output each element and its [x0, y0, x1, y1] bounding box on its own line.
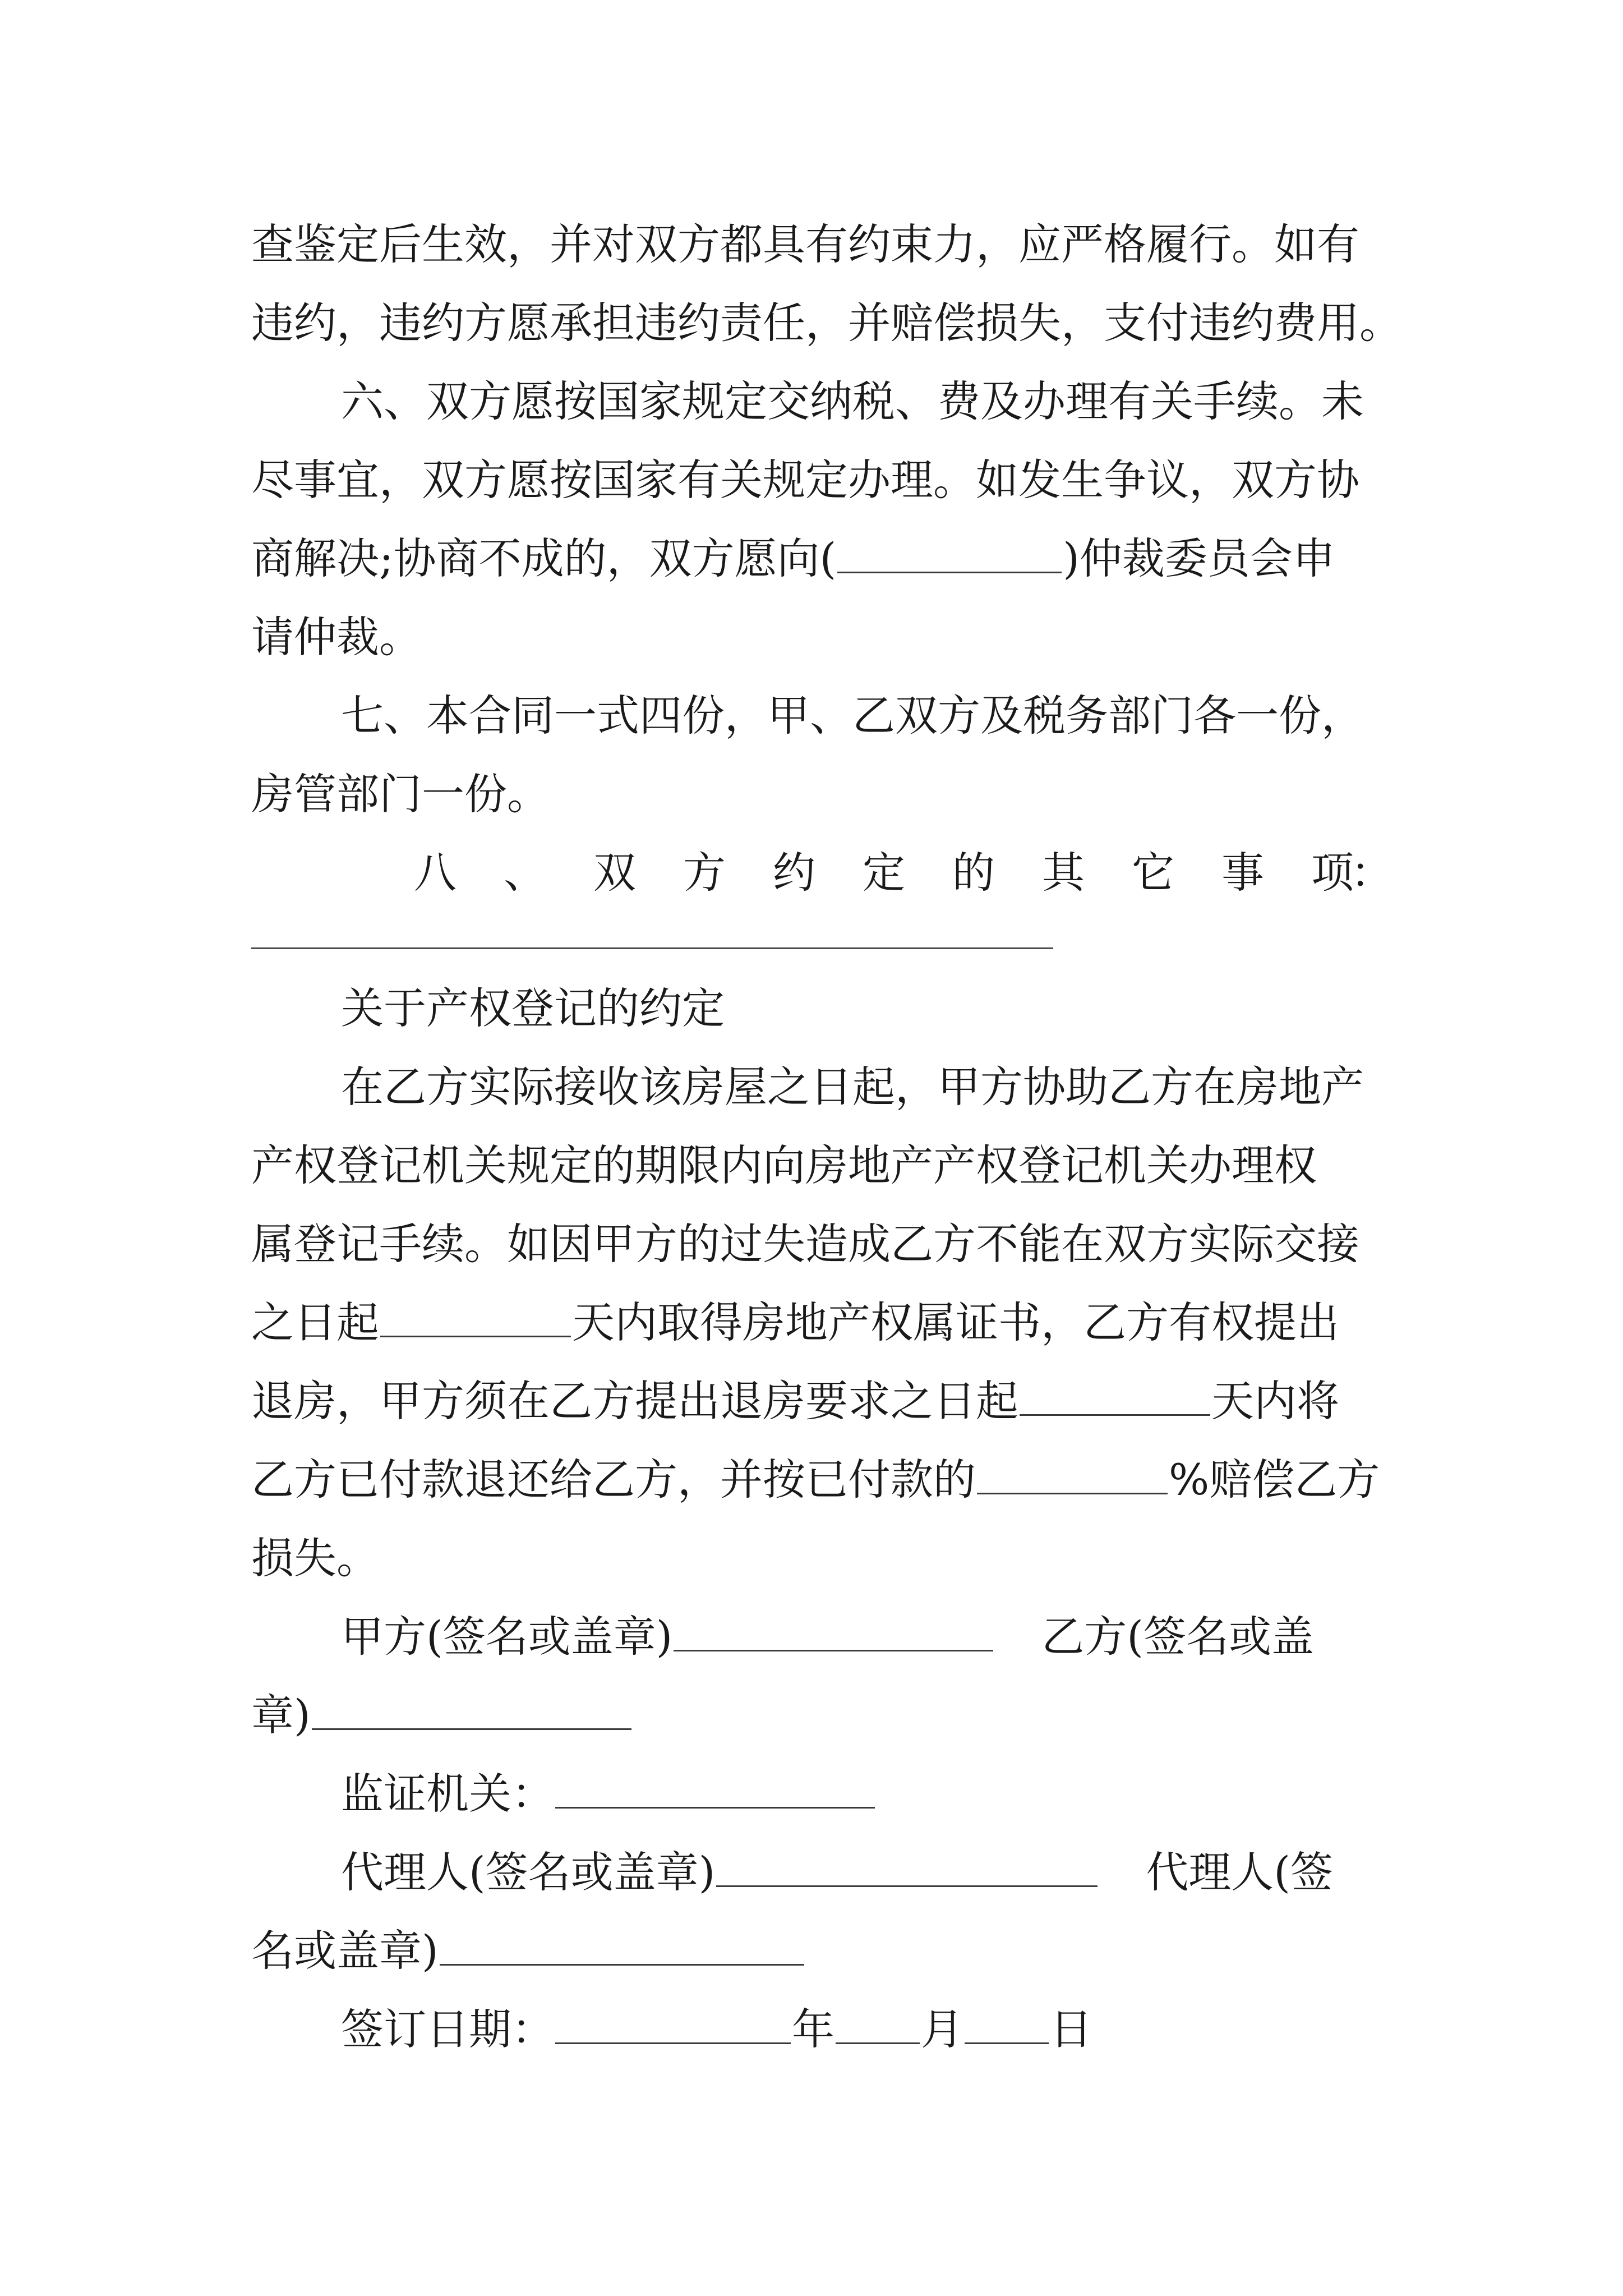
- year-label: 年: [792, 2004, 834, 2054]
- heading-char: 它: [1132, 848, 1174, 898]
- day-label: 日: [1050, 2004, 1092, 2054]
- clause-8-heading: [0, 834, 1623, 912]
- agent-b-label: 代理人(签: [1146, 1847, 1333, 1897]
- heading-char: 方: [683, 848, 726, 898]
- registration-line-7: 损失。: [251, 1533, 379, 1583]
- heading-char: 定: [863, 848, 905, 898]
- supervisor-label: 监证机关：: [341, 1769, 554, 1819]
- days-to-refund-blank[interactable]: [1020, 1377, 1210, 1416]
- registration-text-a: 之日起: [251, 1297, 379, 1347]
- heading-char: 的: [952, 848, 995, 898]
- month-label: 月: [921, 2004, 963, 2054]
- clause-6-line-2: 尽事宜，双方愿按国家有关规定办理。如发生争议，双方协: [251, 455, 1359, 505]
- month-blank[interactable]: [836, 2005, 920, 2044]
- registration-text-c: 退房，甲方须在乙方提出退房要求之日起: [251, 1376, 1018, 1426]
- section-title: 关于产权登记的约定: [341, 983, 725, 1033]
- heading-char: 其: [1042, 848, 1085, 898]
- clause-6-text-a: 商解决;协商不成的，双方愿向(: [251, 533, 837, 583]
- heading-char: ：: [1350, 848, 1393, 898]
- registration-text-f: %赔偿乙方: [1169, 1455, 1380, 1504]
- days-to-certificate-blank[interactable]: [380, 1299, 571, 1337]
- agent-a-signature-blank[interactable]: [716, 1848, 1098, 1887]
- supervisor-blank[interactable]: [555, 1770, 875, 1809]
- heading-char: 、: [504, 848, 546, 898]
- clause-7-line-2: 房管部门一份。: [251, 769, 550, 819]
- agent-b-signature-blank[interactable]: [440, 1927, 804, 1966]
- compensation-percent-blank[interactable]: [977, 1456, 1168, 1494]
- registration-line-2: 产权登记机关规定的期限内向房地产产权登记机关办理权: [251, 1140, 1317, 1190]
- heading-char: 八: [414, 848, 457, 898]
- registration-line-5: [0, 1362, 1623, 1441]
- party-a-label: 甲方(签名或盖章): [341, 1612, 673, 1662]
- party-b-signature-blank[interactable]: [312, 1691, 631, 1730]
- registration-line-1: 在乙方实际接收该房屋之日起，甲方协助乙方在房地产: [341, 1062, 1364, 1112]
- heading-char: 双: [593, 848, 636, 898]
- clause-7-line-1: 七、本合同一式四份，甲、乙双方及税务部门各一份，: [341, 691, 1364, 740]
- clause-6-line-4: 请仲裁。: [251, 612, 422, 662]
- text-line-2: 违约，违约方愿承担违约责任，并赔偿损失，支付违约费用。: [251, 298, 1402, 348]
- signature-line-1: [0, 1598, 1623, 1676]
- agent-line-1: [0, 1833, 1623, 1912]
- registration-text-b: 天内取得房地产权属证书，乙方有权提出: [572, 1297, 1339, 1347]
- text-line-1: 查鉴定后生效，并对双方都具有约束力，应严格履行。如有: [251, 219, 1359, 269]
- date-label: 签订日期：: [341, 2004, 554, 2054]
- party-b-label-cont: 章): [251, 1690, 311, 1740]
- heading-char: 约: [773, 848, 815, 898]
- registration-line-6: [0, 1441, 1623, 1519]
- clause-6-line-1: 六、双方愿按国家规定交纳税、费及办理有关手续。未: [341, 376, 1364, 426]
- clause-6-line-3: [0, 519, 1623, 598]
- year-blank[interactable]: [555, 2005, 791, 2044]
- registration-line-3: 属登记手续。如因甲方的过失造成乙方不能在双方实际交接: [251, 1219, 1359, 1269]
- date-line: [0, 1990, 1623, 2069]
- agent-a-label: 代理人(签名或盖章): [341, 1847, 716, 1897]
- registration-text-d: 天内将: [1211, 1376, 1339, 1426]
- registration-text-e: 乙方已付款退还给乙方，并按已付款的: [251, 1455, 976, 1504]
- clause-6-text-b: )仲裁委员会申: [1063, 533, 1335, 583]
- other-matters-blank[interactable]: [251, 947, 1053, 949]
- party-b-label: 乙方(签名或盖: [1041, 1612, 1314, 1662]
- heading-char: 事: [1221, 848, 1264, 898]
- agent-line-2: [0, 1912, 1623, 1990]
- day-blank[interactable]: [965, 2005, 1049, 2044]
- supervisor-line: [0, 1755, 1623, 1833]
- signature-line-2: [0, 1676, 1623, 1755]
- party-a-signature-blank[interactable]: [674, 1613, 993, 1651]
- arbitration-committee-blank[interactable]: [837, 535, 1062, 573]
- agent-b-label-cont: 名或盖章): [251, 1926, 439, 1976]
- heading-char: 项: [1311, 848, 1354, 898]
- registration-line-4: [0, 1283, 1623, 1362]
